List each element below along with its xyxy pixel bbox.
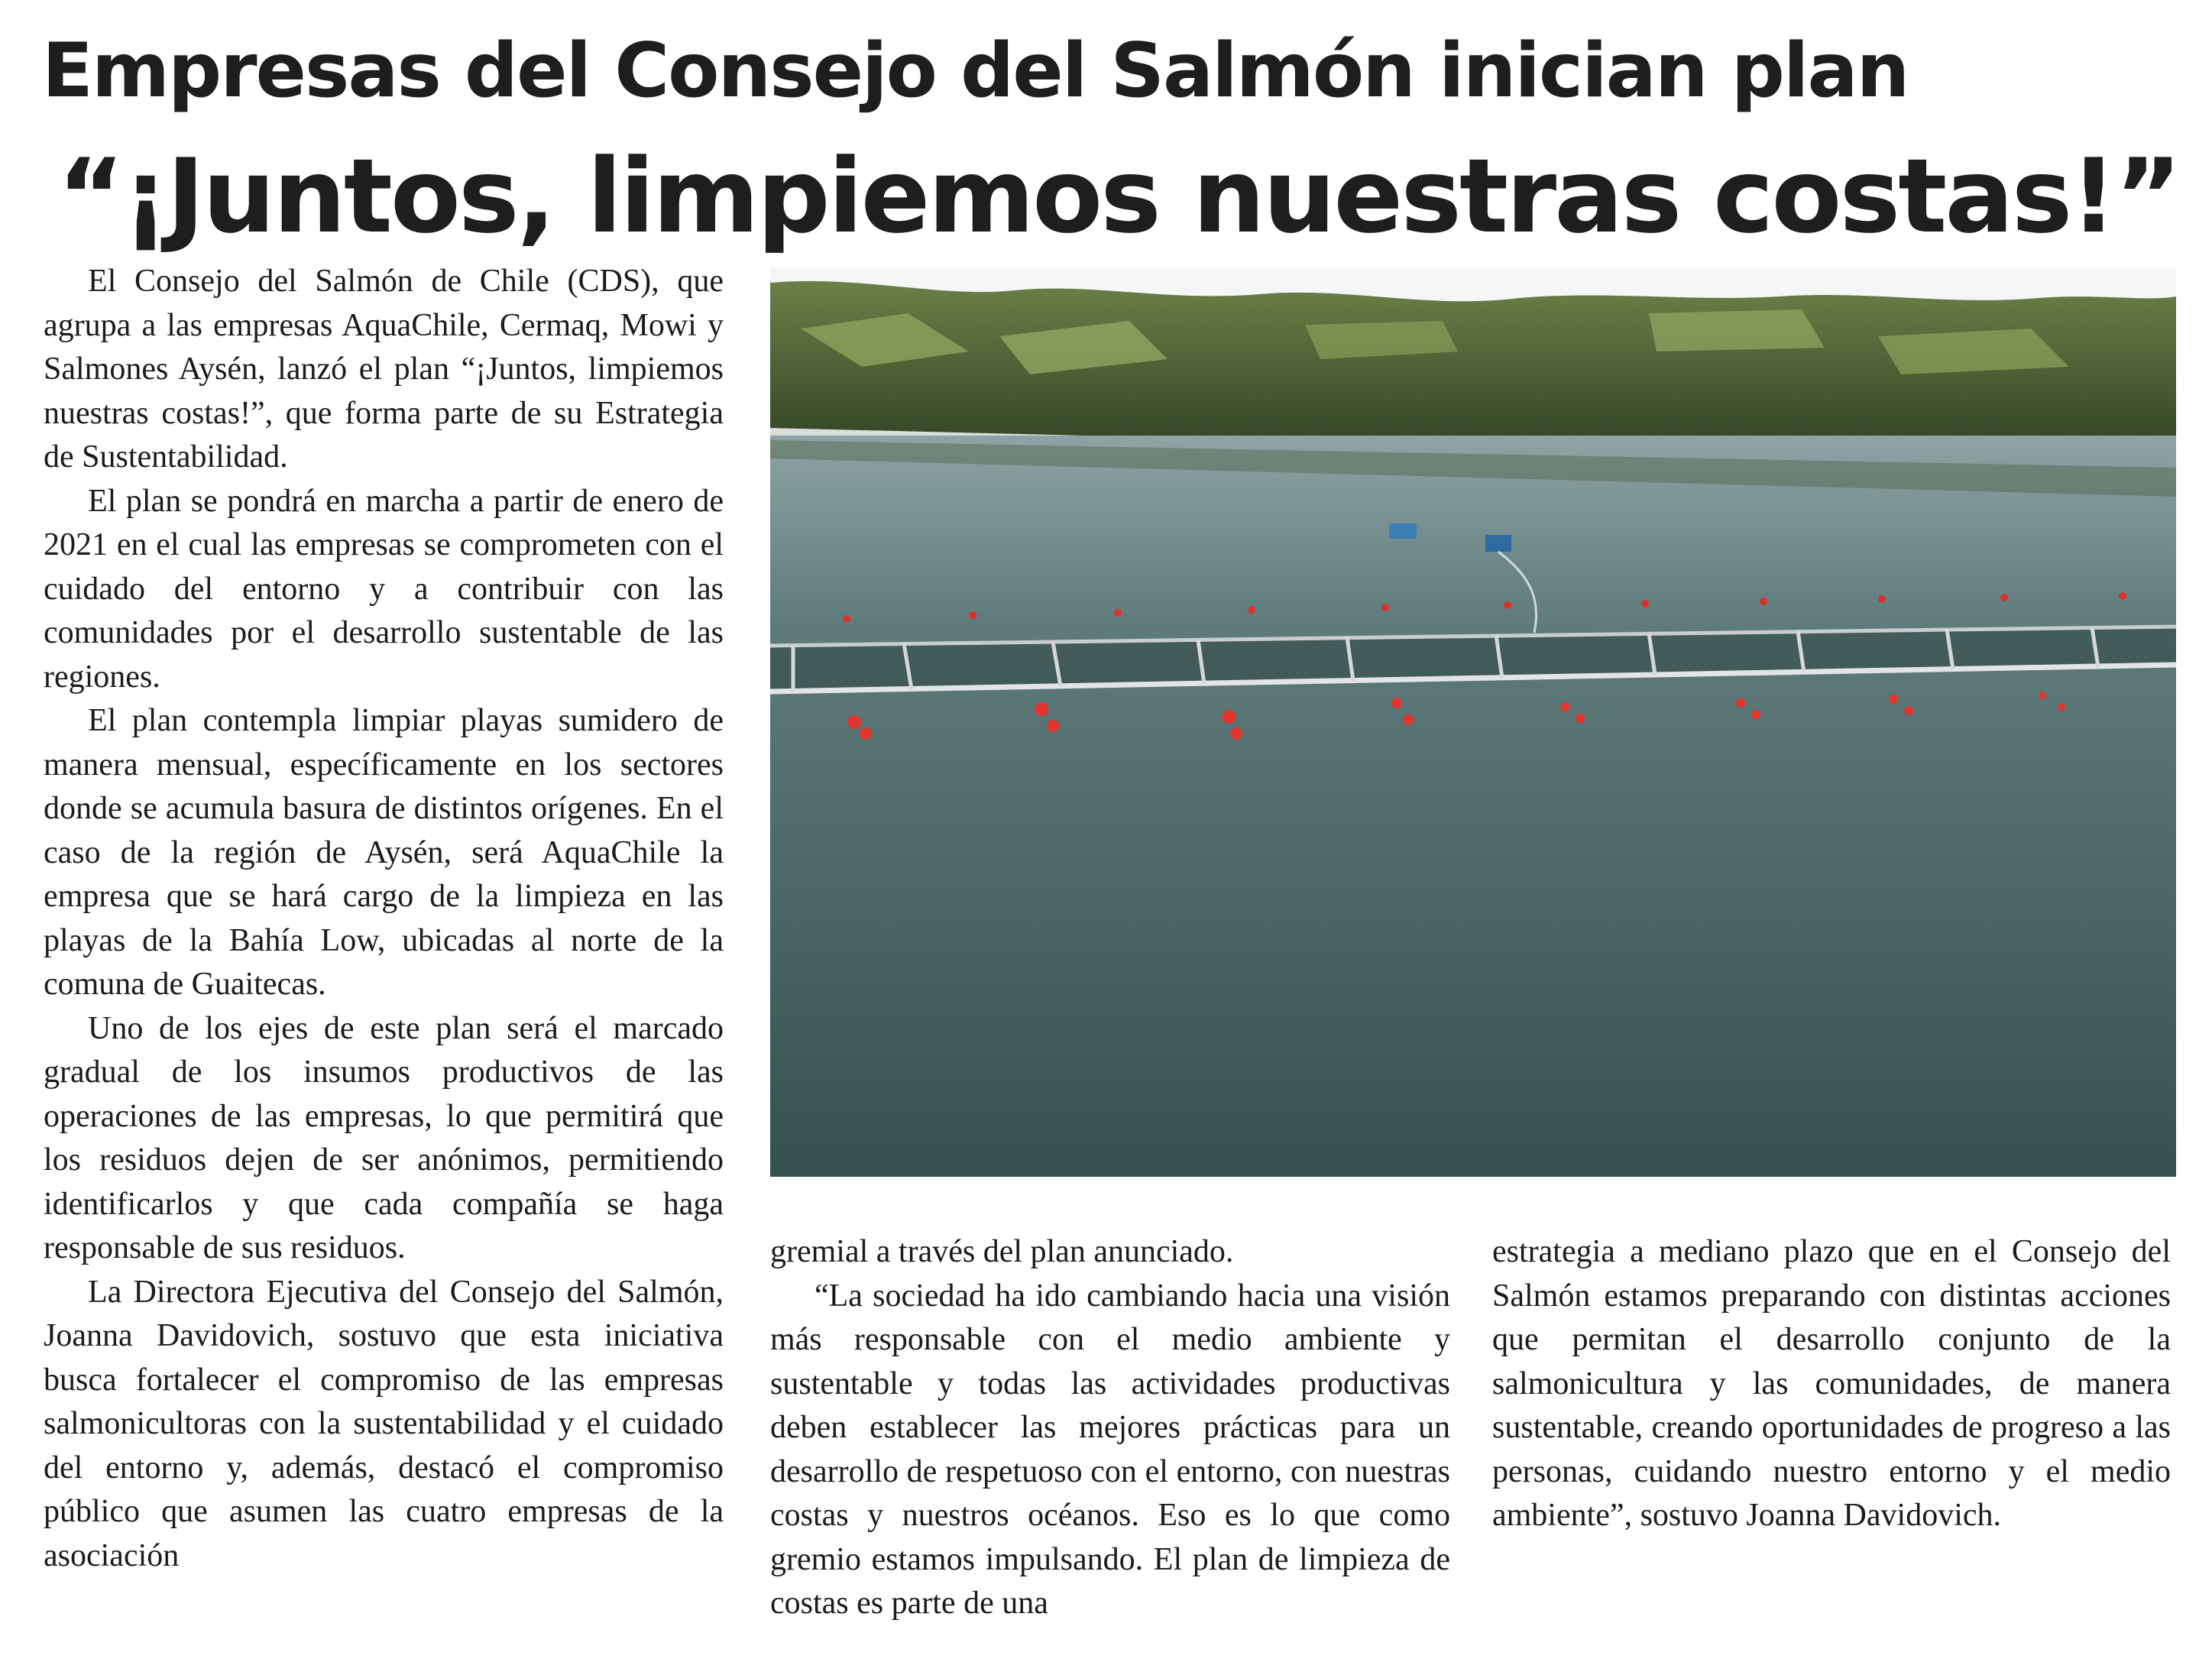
paragraph: “La sociedad ha ido cambiando hacia una visión más responsable con el medio ambiente y sustentable y todas las actividades productivas deben establecer las mejores prácticas para un desarrollo de respetuoso con el entorno, con nuestras costas y nuestros océanos. Eso es lo que como gremio estamos impulsando. El plan de limpieza de costas es parte de una [770,1278,1450,1621]
feed-barge [1485,535,1511,552]
salmon-farm-illustration [770,267,2176,1177]
paragraph: Uno de los ejes de este plan será el marcado gradual de los insumos productivos de las operaciones de las empresas, lo que permitirá que los residuos dejen de ser anónimos, permitiendo identificarlos y que cada compañía se haga responsable de sus residuos. [44,1010,724,1265]
article-column-3 [1492,1230,2171,1538]
headline-line2: “¡Juntos, limpiemos nuestras costas!” [57,137,2180,256]
paragraph: estrategia a mediano plazo que en el Consejo del Salmón estamos preparando con distintas acciones que permitan el desarrollo conjunto de la salmonicultura y las comunidades, de manera sustentable, creando oportunidades de progreso a las personas, cuidando nuestro entorno y el medio ambiente”, sostuvo Joanna Davidovich. [1492,1234,2171,1533]
paragraph: gremial a través del plan anunciado. [770,1234,1234,1269]
service-boat [1389,523,1417,539]
salmon-farm-photo [770,267,2176,1177]
paragraph: El Consejo del Salmón de Chile (CDS), que agrupa a las empresas AquaChile, Cermaq, Mowi y Salmones Aysén, lanzó el plan “¡Juntos, limpiemos nuestras costas!”, que forma parte de su Estrategia de Sustentabilidad. [44,264,724,475]
article-column-1 [44,260,724,1578]
paragraph: El plan contempla limpiar playas sumidero de manera mensual, específicamente en los sectores donde se acumula basura de distintos orígenes. En el caso de la región de Aysén, será AquaChile la empresa que se hará cargo de la limpieza en las playas de la Bahía Low, ubicadas al norte de la comuna de Guaitecas. [44,703,724,1002]
bay-water [770,436,2176,1177]
paragraph: El plan se pondrá en marcha a partir de enero de 2021 en el cual las empresas se comprometen con el cuidado del entorno y a contribuir con las comunidades por el desarrollo sustentable de las regiones. [44,483,724,695]
headline-line1: Empresas del Consejo del Salmón inician plan [42,28,1909,115]
article-column-2 [770,1230,1450,1626]
paragraph: La Directora Ejecutiva del Consejo del Salmón, Joanna Davidovich, sostuvo que esta iniciativa busca fortalecer el compromiso de las empresas salmonicultoras con la sustentabilidad y el cuidado del entorno y, además, destacó el compromiso público que asumen las cuatro empresas de la asociación [44,1274,724,1573]
